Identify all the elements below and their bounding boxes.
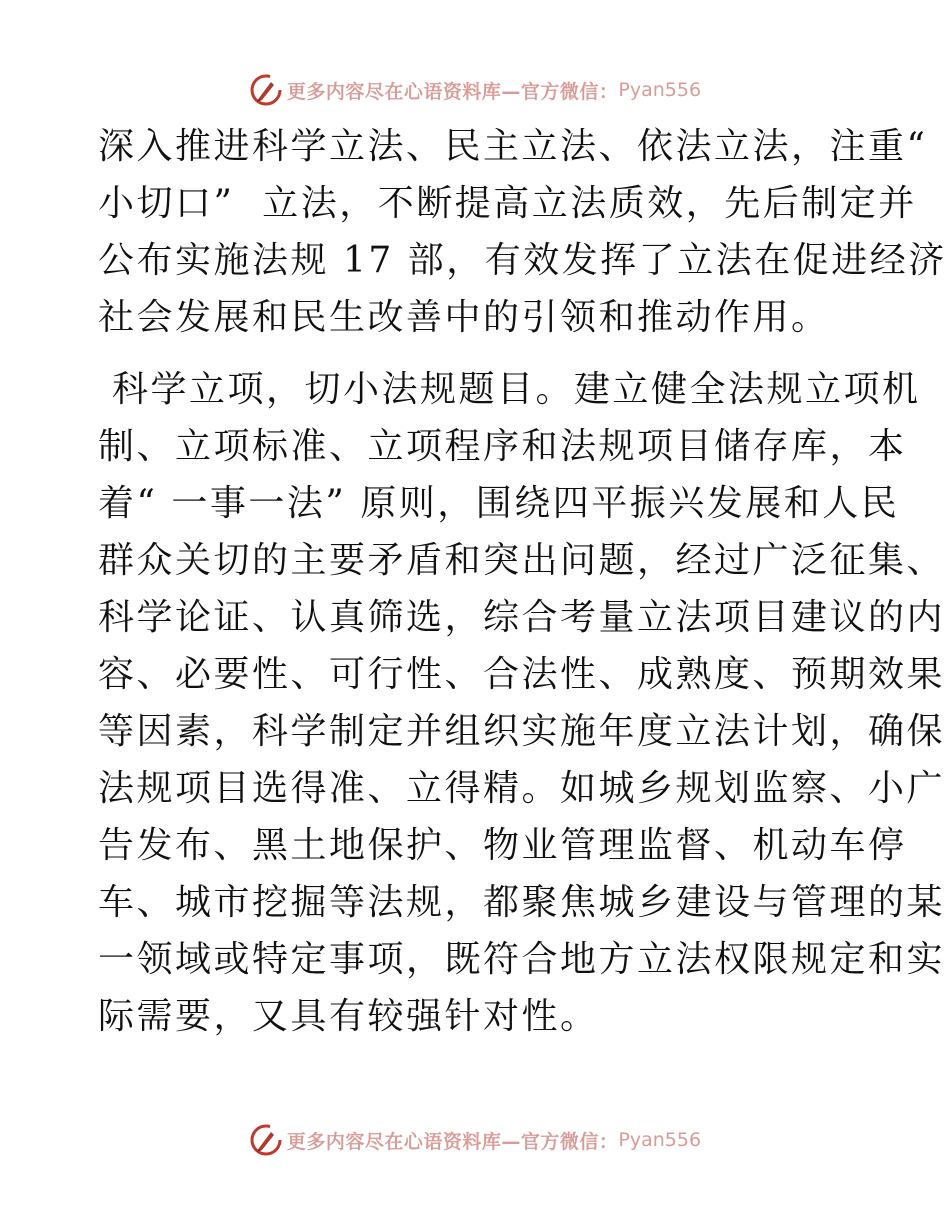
text-line: 公布实施法规 17 部，有效发挥了立法在促进经济 bbox=[98, 240, 947, 281]
text-line: 着“ 一事一法” 原则，围绕四平振兴发展和人民 bbox=[98, 483, 900, 524]
text-line: 车、城市挖掘等法规，都聚焦城乡建设与管理的某 bbox=[98, 882, 946, 923]
paragraph-gap bbox=[98, 346, 858, 361]
watermark-text: 更多内容尽在心语资料库—官方微信： bbox=[286, 1130, 619, 1153]
quill-seal-icon bbox=[249, 73, 283, 107]
watermark-text: 更多内容尽在心语资料库—官方微信： bbox=[286, 80, 619, 103]
text-line: 际需要，又具有较强针对性。 bbox=[98, 996, 599, 1037]
paragraph-2 bbox=[98, 361, 946, 1045]
text-line: 科学立项，切小法规题目。建立健全法规立项机 bbox=[98, 369, 921, 410]
watermark-handle: Pyan556 bbox=[618, 1129, 702, 1151]
text-line: 等因素，科学制定并组织实施年度立法计划，确保 bbox=[98, 711, 946, 752]
text-line: 科学论证、认真筛选，综合考量立法项目建议的内 bbox=[98, 597, 946, 638]
document-body bbox=[98, 118, 947, 1045]
text-line: 小切口” 立法，不断提高立法质效，先后制定并 bbox=[98, 183, 917, 224]
quill-seal-icon bbox=[249, 1123, 283, 1157]
header-watermark bbox=[0, 70, 950, 110]
text-line: 一领域或特定事项，既符合地方立法权限规定和实 bbox=[98, 939, 946, 980]
text-line: 制、立项标准、立项程序和法规项目储存库，本 bbox=[98, 426, 907, 467]
text-line: 容、必要性、可行性、合法性、成熟度、预期效果 bbox=[98, 654, 946, 695]
text-line: 告发布、黑土地保护、物业管理监督、机动车停 bbox=[98, 825, 907, 866]
paragraph-1 bbox=[98, 118, 947, 346]
text-line: 法规项目选得准、立得精。如城乡规划监察、小广 bbox=[98, 768, 946, 809]
text-line: 社会发展和民生改善中的引领和推动作用。 bbox=[98, 297, 830, 338]
text-line: 深入推进科学立法、民主立法、依法立法，注重“ bbox=[98, 126, 928, 167]
watermark-handle: Pyan556 bbox=[618, 79, 702, 101]
text-line: 群众关切的主要矛盾和突出问题，经过广泛征集、 bbox=[98, 540, 946, 581]
footer-watermark bbox=[0, 1120, 950, 1160]
